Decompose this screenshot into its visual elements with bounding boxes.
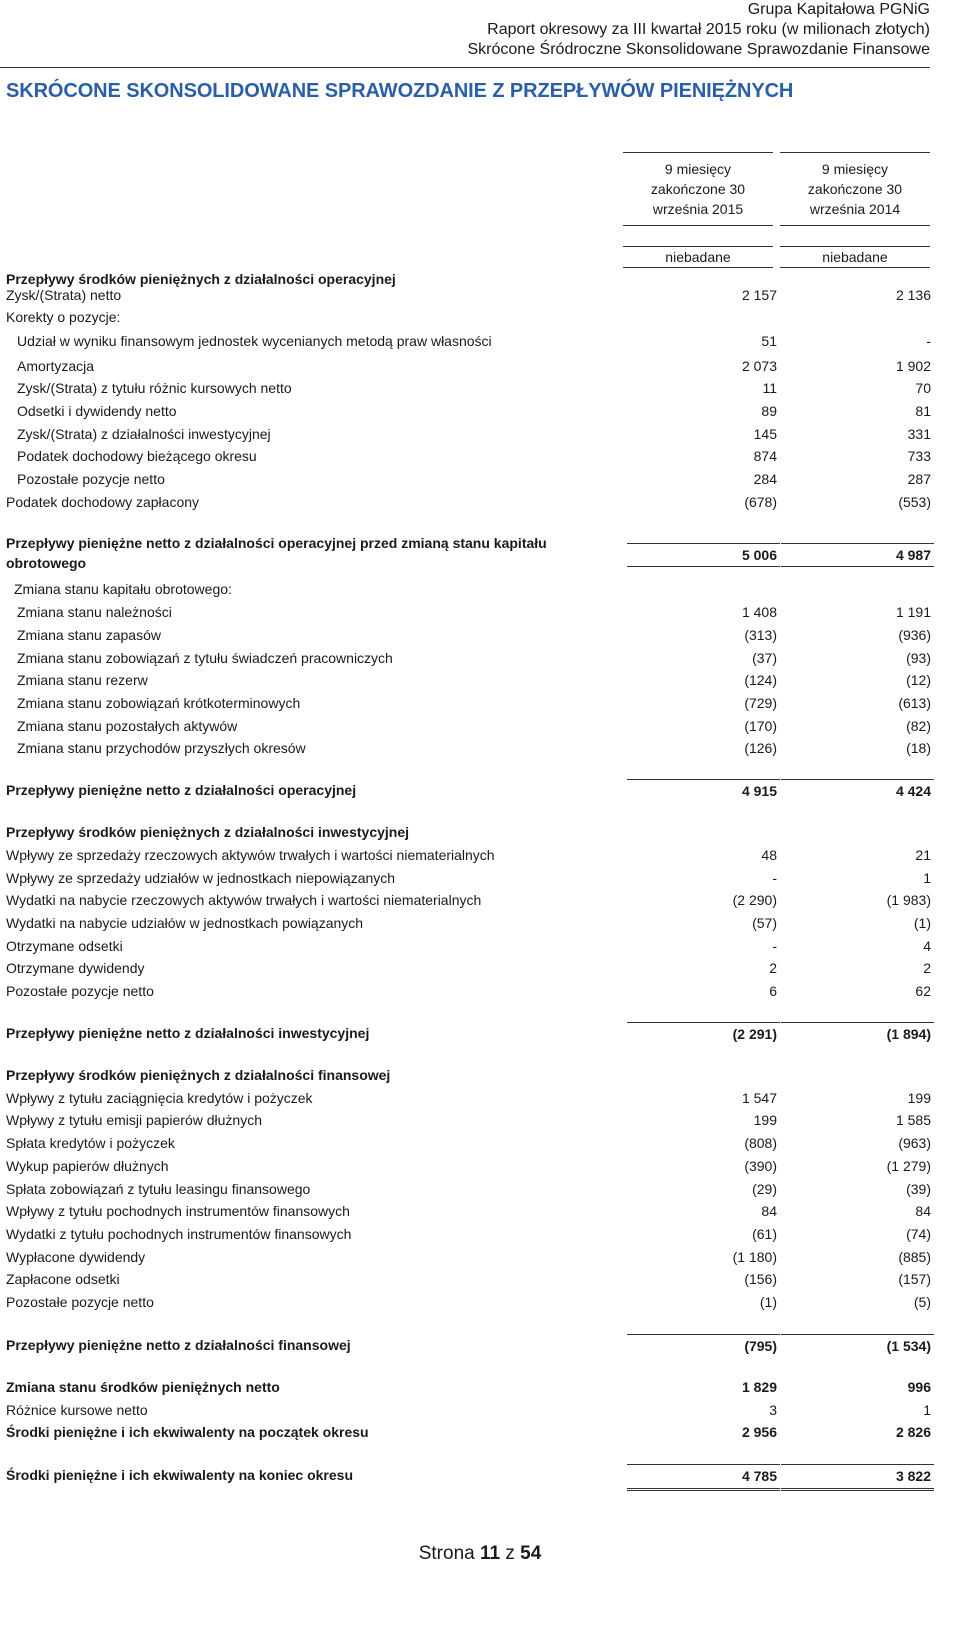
table-row	[0, 844, 960, 867]
value-2015: (170)	[744, 718, 777, 734]
subtotal-row	[0, 531, 960, 577]
value-2014: (12)	[906, 672, 931, 688]
value-2014: 4 424	[781, 779, 934, 803]
value-2014: 84	[915, 1203, 931, 1219]
table-row	[0, 867, 960, 890]
value-2015: 11	[762, 380, 777, 396]
value-2014: (39)	[906, 1181, 931, 1197]
value-2015: (57)	[752, 915, 777, 931]
value-2015: 84	[761, 1203, 777, 1219]
value-2014: 1	[923, 870, 931, 886]
table-row	[0, 1155, 960, 1178]
value-2015: 2 956	[741, 1424, 777, 1440]
value-2014: 2 826	[895, 1424, 931, 1440]
value-2015: 2 073	[741, 358, 777, 374]
report-header	[0, 0, 930, 60]
value-2014: 1 902	[895, 358, 931, 374]
value-2015: 874	[753, 448, 777, 464]
value-2014: 3 822	[781, 1464, 934, 1491]
value-2015: 48	[761, 847, 777, 863]
header-divider	[0, 67, 930, 68]
row-label: Przepływy pieniężne netto z działalności operacyjnej	[6, 782, 357, 798]
value-2015: 2	[769, 960, 777, 976]
table-row	[0, 889, 960, 912]
value-2015: (61)	[752, 1226, 777, 1242]
row-label: Zmiana stanu należności	[17, 604, 172, 620]
value-2015: 199	[753, 1112, 777, 1128]
row-label: Zmiana stanu pozostałych aktywów	[17, 718, 238, 734]
column-header-line: września 2014	[809, 201, 901, 217]
table-row	[0, 306, 960, 329]
value-2014: (1 534)	[781, 1334, 934, 1358]
value-2015: -	[772, 870, 777, 886]
value-2015: (37)	[752, 650, 777, 666]
current-page: 11	[479, 1543, 501, 1564]
value-2014: 4	[923, 938, 931, 954]
table-row	[0, 400, 960, 423]
audit-status-2015: niebadane	[623, 246, 773, 268]
table-row	[0, 1268, 960, 1291]
value-2014: (553)	[898, 494, 931, 510]
value-2015: (2 291)	[627, 1022, 780, 1046]
column-header-2014	[780, 152, 930, 226]
value-2015: (808)	[744, 1135, 777, 1151]
row-label: Odsetki i dywidendy netto	[17, 403, 177, 419]
value-2014: 4 987	[781, 543, 934, 567]
row-label: Podatek dochodowy zapłacony	[6, 494, 200, 510]
table-row	[0, 601, 960, 624]
row-label: Przepływy środków pieniężnych z działalności operacyjnej	[6, 271, 396, 287]
table-row	[0, 355, 960, 378]
column-header-line: 9 miesięcy	[664, 161, 732, 177]
value-2014: (963)	[898, 1135, 931, 1151]
total-row-operating	[0, 779, 960, 802]
table-row	[0, 980, 960, 1003]
column-header-line: zakończone 30	[650, 181, 746, 197]
value-2015: (126)	[744, 740, 777, 756]
value-2014: (18)	[906, 740, 931, 756]
value-2015: (2 290)	[732, 892, 777, 908]
row-label: Zmiana stanu środków pieniężnych netto	[6, 1379, 280, 1395]
page-title: SKRÓCONE SKONSOLIDOWANE SPRAWOZDANIE Z PRZEPŁYWÓW PIENIĘŻNYCH	[6, 80, 794, 102]
value-2014: 70	[915, 380, 931, 396]
table-row	[0, 1399, 960, 1422]
table-row	[0, 912, 960, 935]
value-2015: 89	[761, 403, 777, 419]
row-label: Zysk/(Strata) z tytułu różnic kursowych netto	[17, 380, 292, 396]
table-row	[0, 957, 960, 980]
table-row	[0, 1223, 960, 1246]
value-2015: 4 785	[627, 1464, 780, 1491]
value-2014: 81	[915, 403, 931, 419]
column-header-line: września 2015	[652, 201, 744, 217]
value-2014: (5)	[913, 1294, 931, 1310]
table-row	[0, 737, 960, 760]
row-label: Zmiana stanu zobowiązań krótkoterminowych	[17, 695, 301, 711]
table-row	[0, 1087, 960, 1110]
value-2015: (678)	[744, 494, 777, 510]
table-row	[0, 1246, 960, 1269]
value-2015: (390)	[744, 1158, 777, 1174]
page-prefix: Strona	[418, 1543, 475, 1564]
value-2014: (74)	[906, 1226, 931, 1242]
value-2015: 2 157	[741, 287, 777, 303]
value-2015: 145	[753, 426, 777, 442]
row-label: Wydatki na nabycie udziałów w jednostkach powiązanych	[6, 915, 364, 931]
row-label: Wpływy z tytułu pochodnych instrumentów finansowych	[6, 1203, 350, 1219]
row-label: Wykup papierów dłużnych	[6, 1158, 169, 1174]
table-row	[0, 715, 960, 738]
value-2014: (936)	[898, 627, 931, 643]
row-label: Różnice kursowe netto	[6, 1402, 148, 1418]
row-label: Przepływy pieniężne netto z działalności finansowej	[6, 1337, 351, 1353]
value-2014: (1 983)	[886, 892, 931, 908]
row-label: Środki pieniężne i ich ekwiwalenty na początek okresu	[6, 1424, 369, 1440]
table-row	[0, 491, 960, 514]
table-row	[0, 578, 960, 601]
table-row	[0, 423, 960, 446]
row-label: Zmiana stanu kapitału obrotowego:	[14, 581, 232, 597]
value-2014: 1 191	[895, 604, 931, 620]
value-2015: 51	[761, 333, 777, 349]
opening-cash-row	[0, 1421, 960, 1444]
value-2015: (729)	[744, 695, 777, 711]
row-label: Wpływy ze sprzedaży rzeczowych aktywów trwałych i wartości niematerialnych	[6, 847, 495, 863]
row-label: Podatek dochodowy bieżącego okresu	[17, 448, 257, 464]
value-2015: 5 006	[627, 543, 780, 567]
value-2015: 4 915	[627, 779, 780, 803]
row-label: Spłata kredytów i pożyczek	[6, 1135, 175, 1151]
page-number	[0, 1543, 960, 1565]
value-2014: 733	[907, 448, 931, 464]
value-2015: 1 829	[741, 1379, 777, 1395]
total-row-investing	[0, 1022, 960, 1045]
row-label: Otrzymane dywidendy	[6, 960, 145, 976]
value-2014: 199	[907, 1090, 931, 1106]
table-row	[0, 624, 960, 647]
row-label: Zmiana stanu przychodów przyszłych okresów	[17, 740, 306, 756]
table-row	[0, 647, 960, 670]
row-label: Zapłacone odsetki	[6, 1271, 120, 1287]
row-label: Korekty o pozycje:	[6, 309, 121, 325]
value-2015: (156)	[744, 1271, 777, 1287]
column-header-line: 9 miesięcy	[821, 161, 889, 177]
row-label: Wydatki na nabycie rzeczowych aktywów trwałych i wartości niematerialnych	[6, 892, 482, 908]
page-separator: z	[505, 1543, 515, 1564]
table-row	[0, 935, 960, 958]
row-label: Pozostałe pozycje netto	[6, 983, 154, 999]
table-row	[0, 1291, 960, 1314]
table-row	[0, 445, 960, 468]
table-row	[0, 1178, 960, 1201]
table-row	[0, 330, 960, 353]
value-2014: 1	[923, 1402, 931, 1418]
row-label: Pozostałe pozycje netto	[6, 1294, 154, 1310]
table-row	[0, 1109, 960, 1132]
value-2015: (124)	[744, 672, 777, 688]
row-label: Zmiana stanu rezerw	[17, 672, 148, 688]
value-2015: (313)	[744, 627, 777, 643]
row-label: Wypłacone dywidendy	[6, 1249, 146, 1265]
table-row	[0, 468, 960, 491]
value-2015: (1)	[759, 1294, 777, 1310]
value-2014: (1 279)	[886, 1158, 931, 1174]
row-label: Przepływy pieniężne netto z działalności inwestycyjnej	[6, 1025, 370, 1041]
header-company: Grupa Kapitałowa PGNiG	[747, 1, 930, 18]
value-2014: 2	[923, 960, 931, 976]
value-2015: -	[772, 938, 777, 954]
value-2014: (157)	[898, 1271, 931, 1287]
table-row	[0, 1200, 960, 1223]
value-2015: 1 408	[741, 604, 777, 620]
value-2015: (1 180)	[732, 1249, 777, 1265]
table-row	[0, 377, 960, 400]
row-label: Amortyzacja	[17, 358, 95, 374]
row-label: Wpływy ze sprzedaży udziałów w jednostkach niepowiązanych	[6, 870, 396, 886]
row-label: Zysk/(Strata) z działalności inwestycyjnej	[17, 426, 271, 442]
total-pages: 54	[520, 1543, 542, 1564]
table-row	[0, 284, 960, 307]
value-2014: (1)	[913, 915, 931, 931]
header-report: Raport okresowy za III kwartał 2015 roku (w milionach złotych)	[487, 21, 930, 38]
value-2015: 1 547	[741, 1090, 777, 1106]
value-2014: 996	[907, 1379, 931, 1395]
row-label: Spłata zobowiązań z tytułu leasingu finansowego	[6, 1181, 311, 1197]
table-row	[0, 669, 960, 692]
value-2015: 3	[769, 1402, 777, 1418]
value-2014: (885)	[898, 1249, 931, 1265]
section-heading-investing	[0, 821, 960, 844]
value-2014: 2 136	[895, 287, 931, 303]
header-statement: Skrócone Śródroczne Skonsolidowane Sprawozdanie Finansowe	[467, 41, 930, 58]
value-2015: (795)	[627, 1334, 780, 1358]
value-2014: 62	[915, 983, 931, 999]
row-label: Otrzymane odsetki	[6, 938, 123, 954]
row-label: Pozostałe pozycje netto	[17, 471, 165, 487]
value-2015: (29)	[752, 1181, 777, 1197]
row-label: Wpływy z tytułu zaciągnięcia kredytów i pożyczek	[6, 1090, 313, 1106]
column-header-line: zakończone 30	[807, 181, 903, 197]
row-label: Udział w wyniku finansowym jednostek wycenianych metodą praw własności	[17, 333, 492, 349]
value-2014: -	[926, 333, 931, 349]
value-2015: 284	[753, 471, 777, 487]
row-label: Przepływy środków pieniężnych z działalności inwestycyjnej	[6, 824, 410, 840]
total-row-financing	[0, 1334, 960, 1357]
value-2014: 287	[907, 471, 931, 487]
row-label: Wydatki z tytułu pochodnych instrumentów finansowych	[6, 1226, 352, 1242]
column-header-2015	[623, 152, 773, 226]
value-2015: 6	[769, 983, 777, 999]
row-label: Zysk/(Strata) netto	[6, 287, 122, 303]
closing-cash-row	[0, 1464, 960, 1487]
row-label: Przepływy pieniężne netto z działalności operacyjnej przed zmianą stanu kapitału obrotowego	[6, 535, 547, 571]
row-label: Wpływy z tytułu emisji papierów dłużnych	[6, 1112, 262, 1128]
section-heading-financing	[0, 1064, 960, 1087]
value-2014: 1 585	[895, 1112, 931, 1128]
table-row	[0, 692, 960, 715]
value-2014: 21	[915, 847, 931, 863]
row-label: Zmiana stanu zobowiązań z tytułu świadczeń pracowniczych	[17, 650, 393, 666]
row-label: Zmiana stanu zapasów	[17, 627, 161, 643]
value-2014: (613)	[898, 695, 931, 711]
value-2014: (1 894)	[781, 1022, 934, 1046]
value-2014: (82)	[906, 718, 931, 734]
row-label: Przepływy środków pieniężnych z działalności finansowej	[6, 1067, 391, 1083]
value-2014: (93)	[906, 650, 931, 666]
audit-status-2014: niebadane	[780, 246, 930, 268]
table-row	[0, 1132, 960, 1155]
row-label: Środki pieniężne i ich ekwiwalenty na koniec okresu	[6, 1467, 354, 1483]
value-2014: 331	[907, 426, 931, 442]
net-change-row	[0, 1376, 960, 1399]
